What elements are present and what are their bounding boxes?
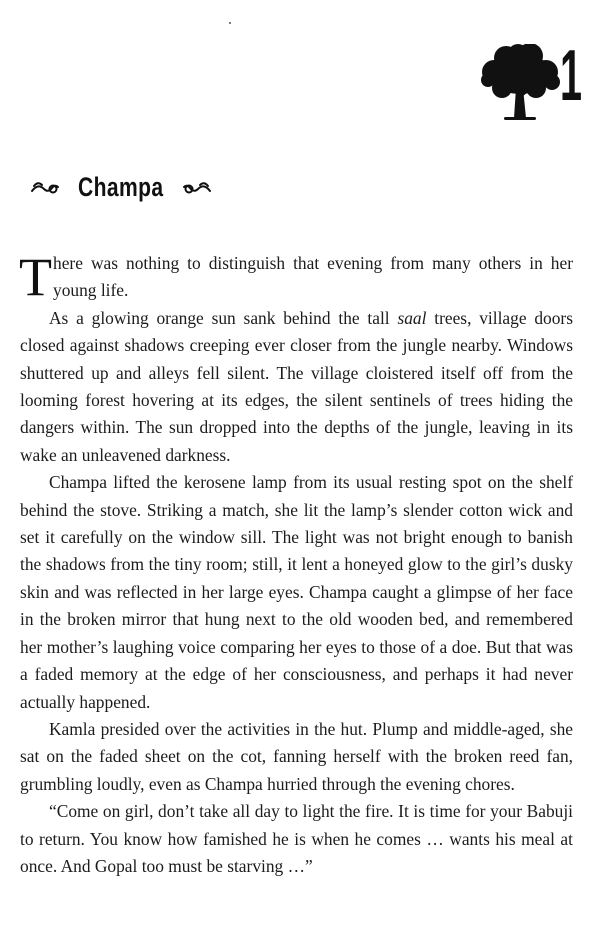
- paragraph-1: [19, 247, 573, 307]
- paragraph-3: Champa lifted the kerosene lamp from its usual resting spot on the shelf behind the stove. Striking a match, she lit the lamp’s slender cotton wick and set it carefully on the window sill. The light was not bright enough to banish the shadows from the tiny room; still, it lent a honeyed glow to the girl’s dusky skin and was reflected in her large eyes. Champa caught a glimpse of her face in the broken mirror that hung next to the old wooden bed, and remembered her mother’s laughing voice comparing her eyes to those of a doe. But that was a faded memory at the edge of her consciousness, and perhaps it had never actually happened.: [20, 472, 573, 712]
- paragraph-5: “Come on girl, don’t take all day to light the fire. It is time for your Babuji to return. You know how famished he is when he comes … wants his meal at once. And Gopal too must be starving …”: [20, 801, 573, 876]
- paragraph-2: [20, 305, 573, 469]
- drop-cap: T: [19, 247, 52, 307]
- paragraph-2-italic: saal: [397, 307, 427, 328]
- right-flourish-icon: [182, 179, 212, 195]
- paragraph-2-text-a: As a glowing orange sun sank behind the tall: [49, 307, 398, 328]
- tree-icon: [478, 44, 562, 124]
- body-text: [19, 247, 573, 880]
- paragraph-1-text: here was nothing to distinguish that evening from many others in her young life.: [53, 253, 573, 301]
- print-speck: [229, 22, 231, 24]
- paragraph-2-text-b: trees, village doors closed against shadows creeping ever closer from the jungle nearby. Windows shuttered up and alleys fell silent. The village cloistered itself off from the looming forest hovering at its edges, the silent sentinels of trees hiding the dangers within. The sun dropped into the depths of the jungle, leaving in its wake an unleavened darkness.: [20, 307, 573, 465]
- chapter-mark: [478, 36, 583, 122]
- left-flourish-icon: [30, 179, 60, 195]
- chapter-title: Champa: [78, 172, 164, 202]
- paragraph-4: Kamla presided over the activities in the hut. Plump and middle-aged, she sat on the faded sheet on the cot, fanning herself with the broken reed fan, grumbling loudly, even as Champa hurried through the evening chores.: [20, 718, 573, 794]
- chapter-heading: [30, 172, 212, 202]
- chapter-number: 1: [560, 36, 583, 116]
